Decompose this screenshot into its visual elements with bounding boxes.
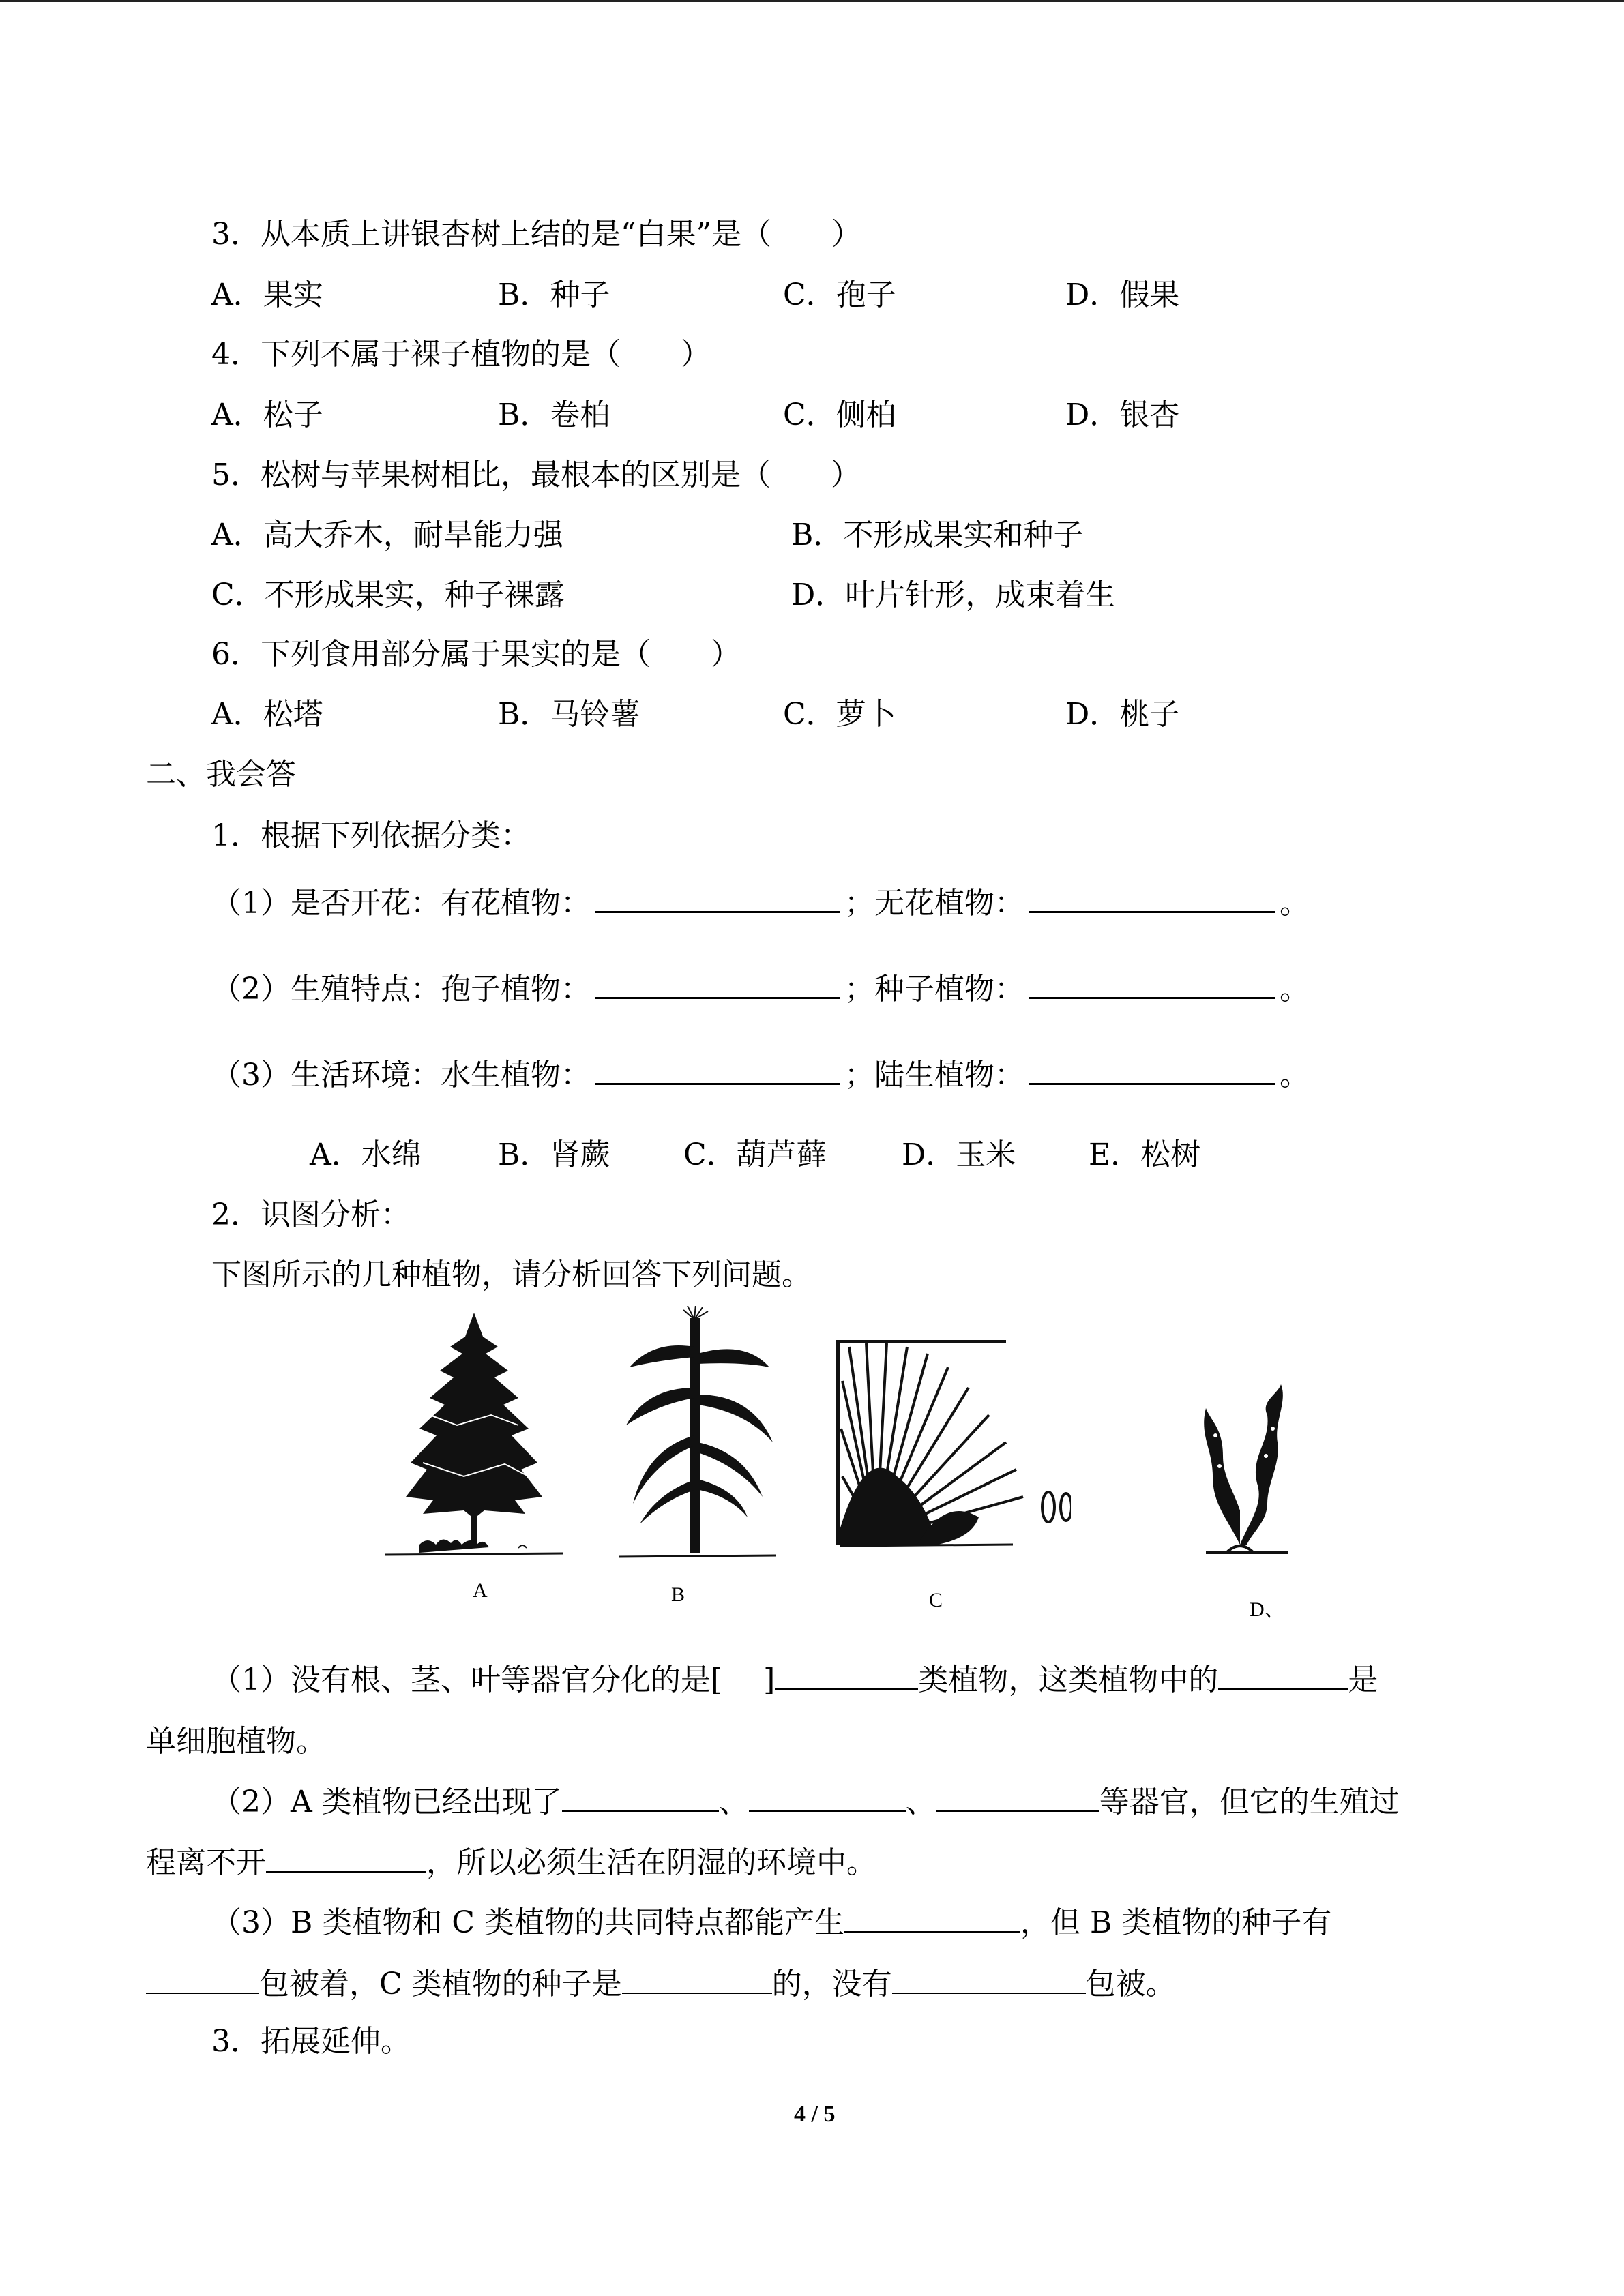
flowering-plants-blank[interactable] bbox=[595, 882, 840, 913]
classify-row-3-label: （3）生活环境：水生植物： bbox=[211, 1058, 591, 1092]
plant-b-corn-figure bbox=[619, 1306, 776, 1562]
analysis-q2-line2 bbox=[146, 1843, 876, 1883]
aquatic-plants-blank[interactable] bbox=[595, 1054, 840, 1085]
organ-blank-2[interactable] bbox=[749, 1782, 906, 1812]
plant-d-alga-figure bbox=[1185, 1374, 1295, 1562]
q3-option-d: D．假果 bbox=[1065, 278, 1180, 312]
q6-option-b: B．马铃薯 bbox=[498, 697, 640, 732]
q3-stem: 3．从本质上讲银杏树上结的是“白果”是（ ） bbox=[211, 217, 861, 252]
bracket-close: ] bbox=[763, 1663, 776, 1697]
q5-option-d: D．叶片针形，成束着生 bbox=[791, 578, 1116, 612]
plant-group-blank[interactable] bbox=[775, 1660, 918, 1690]
non-flowering-plants-blank[interactable] bbox=[1029, 882, 1275, 913]
classify-row-3 bbox=[211, 1054, 1310, 1096]
analysis-q1-line1 bbox=[211, 1660, 1378, 1701]
spore-plants-blank[interactable] bbox=[595, 968, 840, 999]
s2q3-stem: 3．拓展延伸。 bbox=[211, 2024, 411, 2059]
plant-a-conifer-figure bbox=[382, 1306, 566, 1568]
analysis-q1-text-3: 是 bbox=[1348, 1663, 1378, 1697]
analysis-q3-text-2: ，但 B 类植物的种子有 bbox=[1020, 1905, 1332, 1940]
s2q2-intro: 下图所示的几种植物，请分析回答下列问题。 bbox=[211, 1257, 812, 1292]
q5-option-b: B．不形成果实和种子 bbox=[791, 518, 1084, 552]
analysis-q3-line1 bbox=[211, 1903, 1331, 1943]
analysis-q2-text-2: 等器官，但它的生殖过 bbox=[1099, 1785, 1400, 1819]
analysis-q2-text-3: 程离不开 bbox=[146, 1845, 266, 1880]
q3-option-c: C．孢子 bbox=[783, 278, 896, 312]
unicellular-plant-blank[interactable] bbox=[1218, 1660, 1348, 1690]
classify-row-2-mid: ；种子植物： bbox=[844, 972, 1024, 1007]
q6-option-d: D．桃子 bbox=[1065, 697, 1180, 732]
q4-option-c: C．侧柏 bbox=[783, 398, 896, 432]
seed-plants-blank[interactable] bbox=[1029, 968, 1275, 999]
reproduction-requirement-blank[interactable] bbox=[266, 1843, 426, 1873]
analysis-q1-text: （1）没有根、茎、叶等器官分化的是[ bbox=[211, 1663, 723, 1697]
plant-option-e: E．松树 bbox=[1089, 1137, 1201, 1172]
period: 。 bbox=[1280, 886, 1310, 921]
period: 。 bbox=[1280, 1058, 1310, 1092]
figure-label-b: B bbox=[671, 1583, 685, 1606]
organ-blank-1[interactable] bbox=[562, 1782, 719, 1812]
q4-stem: 4．下列不属于裸子植物的是（ ） bbox=[211, 337, 711, 372]
page-number: 4 / 5 bbox=[794, 2102, 836, 2127]
classify-row-1-label: （1）是否开花：有花植物： bbox=[211, 886, 591, 921]
q3-option-b: B．种子 bbox=[498, 278, 610, 312]
organ-blank-3[interactable] bbox=[936, 1782, 1099, 1812]
q5-stem: 5．松树与苹果树相比，最根本的区别是（ ） bbox=[211, 458, 861, 492]
analysis-q3-text: （3）B 类植物和 C 类植物的共同特点都能产生 bbox=[211, 1905, 844, 1940]
analysis-q1-text-2: 类植物，这类植物中的 bbox=[918, 1663, 1219, 1697]
analysis-q3-text-3: 包被着，C 类植物的种子是 bbox=[259, 1967, 622, 2001]
classify-row-1-mid: ；无花植物： bbox=[844, 886, 1024, 921]
q4-option-a: A．松子 bbox=[211, 398, 323, 432]
figure-label-a: A bbox=[473, 1579, 488, 1602]
figure-label-c: C bbox=[929, 1589, 943, 1611]
terrestrial-plants-blank[interactable] bbox=[1029, 1054, 1275, 1085]
q5-option-a: A．高大乔木，耐旱能力强 bbox=[211, 518, 563, 552]
missing-cover-blank[interactable] bbox=[892, 1964, 1086, 1994]
plant-option-b: B．肾蕨 bbox=[498, 1137, 610, 1172]
analysis-q3-text-4: 的，没有 bbox=[771, 1967, 892, 2001]
section-2-title: 二、我会答 bbox=[146, 757, 296, 792]
plant-option-a: A．水绵 bbox=[310, 1137, 422, 1172]
q3-option-a: A．果实 bbox=[211, 278, 323, 312]
period: 。 bbox=[1280, 972, 1310, 1007]
analysis-q3-line2 bbox=[146, 1964, 1176, 2005]
plant-option-d: D．玉米 bbox=[902, 1137, 1016, 1172]
plant-c-fern-figure bbox=[836, 1340, 1071, 1548]
q6-stem: 6．下列食用部分属于果实的是（ ） bbox=[211, 637, 741, 672]
classify-row-1 bbox=[211, 882, 1310, 924]
figure-label-d: D、 bbox=[1250, 1598, 1285, 1621]
q6-option-a: A．松塔 bbox=[211, 697, 323, 732]
analysis-q2-line1 bbox=[211, 1782, 1400, 1823]
seed-cover-blank[interactable] bbox=[146, 1964, 259, 1994]
analysis-q3-text-5: 包被。 bbox=[1085, 1967, 1176, 2001]
q5-option-c: C．不形成果实，种子裸露 bbox=[211, 578, 565, 612]
separator: 、 bbox=[905, 1785, 936, 1819]
seed-state-blank[interactable] bbox=[622, 1964, 772, 1994]
common-feature-blank[interactable] bbox=[844, 1903, 1020, 1933]
s2q1-stem: 1．根据下列依据分类： bbox=[211, 818, 531, 853]
analysis-q1-line2: 单细胞植物。 bbox=[146, 1724, 326, 1759]
q6-option-c: C．萝卜 bbox=[783, 697, 896, 732]
classify-row-2-label: （2）生殖特点：孢子植物： bbox=[211, 972, 591, 1007]
analysis-q2-text: （2）A 类植物已经出现了 bbox=[211, 1785, 562, 1819]
separator: 、 bbox=[718, 1785, 749, 1819]
page-top-border bbox=[0, 0, 1624, 2]
s2q2-stem: 2．识图分析： bbox=[211, 1197, 411, 1232]
classify-row-2 bbox=[211, 968, 1310, 1010]
q4-option-b: B．卷柏 bbox=[498, 398, 610, 432]
q4-option-d: D．银杏 bbox=[1065, 398, 1180, 432]
classify-row-3-mid: ；陆生植物： bbox=[844, 1058, 1024, 1092]
analysis-q2-text-4: ，所以必须生活在阴湿的环境中。 bbox=[426, 1845, 876, 1880]
plant-option-c: C．葫芦藓 bbox=[683, 1137, 827, 1172]
